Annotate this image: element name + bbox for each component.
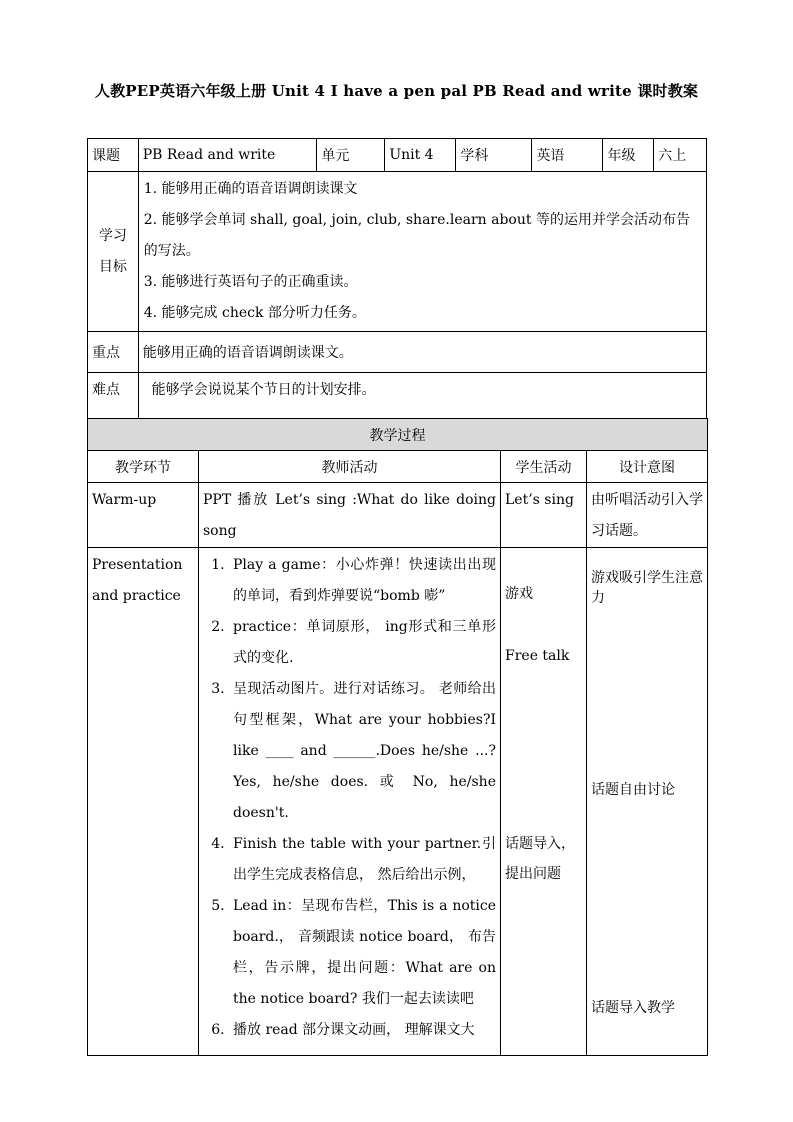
info-row-key bbox=[88, 332, 707, 373]
teacher-step: 6. 播放 read 部分课文动画， 理解课文大 bbox=[229, 1015, 496, 1046]
process-title: 教学过程 bbox=[88, 419, 708, 451]
key-value: 能够用正确的语音语调朗读课文。 bbox=[138, 332, 706, 373]
goal-item: 2. 能够学会单词 shall, goal, join, club, share.learn about 等的运用并学会活动布告的写法。 bbox=[143, 212, 690, 259]
presentation-teacher bbox=[199, 548, 501, 1056]
student-activity-topic-line1: 话题导入， bbox=[505, 836, 575, 852]
goal-item: 4. 能够完成 check 部分听力任务。 bbox=[143, 305, 366, 321]
header-intent: 设计意图 bbox=[587, 451, 708, 483]
teacher-step: 4. Finish the table with your partner.引出学生完成表格信息， 然后给出示例， bbox=[229, 829, 496, 891]
document-title: 人教PEP英语六年级上册 Unit 4 I have a pen pal PB Read and write 课时教案 bbox=[94, 82, 699, 100]
header-stage: 教学环节 bbox=[88, 451, 199, 483]
header-student: 学生活动 bbox=[501, 451, 587, 483]
student-activity-free-talk: Free talk bbox=[505, 648, 570, 664]
presentation-row bbox=[88, 548, 708, 1056]
intent-discussion: 话题自由讨论 bbox=[591, 782, 675, 798]
intent-attention: 游戏吸引学生注意力 bbox=[591, 570, 703, 606]
warmup-intent: 由听唱活动引入学习话题。 bbox=[587, 483, 708, 548]
warmup-row bbox=[88, 483, 708, 548]
unit-label: 单元 bbox=[317, 139, 385, 172]
difficulty-label: 难点 bbox=[88, 373, 139, 426]
intent-topic-intro: 话题导入教学 bbox=[591, 1000, 675, 1016]
teaching-process-table bbox=[87, 418, 708, 1056]
presentation-stage-line2: and practice bbox=[92, 588, 181, 604]
topic-value: PB Read and write bbox=[138, 139, 317, 172]
subject-label: 学科 bbox=[456, 139, 532, 172]
presentation-intent bbox=[587, 548, 708, 1056]
goals-label bbox=[88, 172, 139, 332]
topic-label: 课题 bbox=[88, 139, 139, 172]
info-row-topic bbox=[88, 139, 707, 172]
teacher-step: 2. practice：单词原形， ing形式和三单形式的变化. bbox=[229, 612, 496, 674]
lesson-info-table bbox=[87, 138, 707, 426]
teacher-step: 5. Lead in：呈现布告栏，This is a notice board.， 音频跟读 notice board， 布告栏，告示牌，提出问题：What are on the notice board? 我们一起去读读吧 bbox=[229, 891, 496, 1015]
teacher-step: 1. Play a game：小心炸弹！快速读出出现的单词，看到炸弹要说“bomb 嘭” bbox=[229, 550, 496, 612]
goals-label-line2: 目标 bbox=[98, 258, 127, 275]
goals-label-line1: 学习 bbox=[98, 227, 127, 244]
info-row-goals bbox=[88, 172, 707, 332]
header-teacher: 教师活动 bbox=[199, 451, 501, 483]
teacher-steps-list bbox=[203, 550, 496, 1046]
presentation-stage bbox=[88, 548, 199, 1056]
teacher-step: 3. 呈现活动图片。进行对话练习。 老师给出句型框架，What are your hobbies?I like ____ and ______.Does he/she ...?Yes, he/she does. 或 No, he/she doesn't. bbox=[229, 674, 496, 829]
goal-item: 3. 能够进行英语句子的正确重读。 bbox=[143, 274, 358, 290]
goals-list bbox=[138, 172, 706, 332]
subject-value: 英语 bbox=[532, 139, 603, 172]
student-activity-topic-line2: 提出问题 bbox=[505, 866, 561, 882]
student-activity-game: 游戏 bbox=[505, 586, 533, 602]
presentation-student bbox=[501, 548, 587, 1056]
grade-value: 六上 bbox=[654, 139, 707, 172]
warmup-teacher: PPT 播放 Let’s sing :What do like doing song bbox=[199, 483, 501, 548]
warmup-stage: Warm-up bbox=[88, 483, 199, 548]
key-label: 重点 bbox=[88, 332, 139, 373]
goal-item: 1. 能够用正确的语音语调朗读课文 bbox=[143, 181, 358, 197]
presentation-stage-line1: Presentation bbox=[92, 557, 183, 573]
process-header-row bbox=[88, 451, 708, 483]
warmup-student: Let’s sing bbox=[501, 483, 587, 548]
grade-label: 年级 bbox=[603, 139, 654, 172]
difficulty-value: 能够学会说说某个节日的计划安排。 bbox=[138, 373, 706, 426]
unit-value: Unit 4 bbox=[385, 139, 456, 172]
